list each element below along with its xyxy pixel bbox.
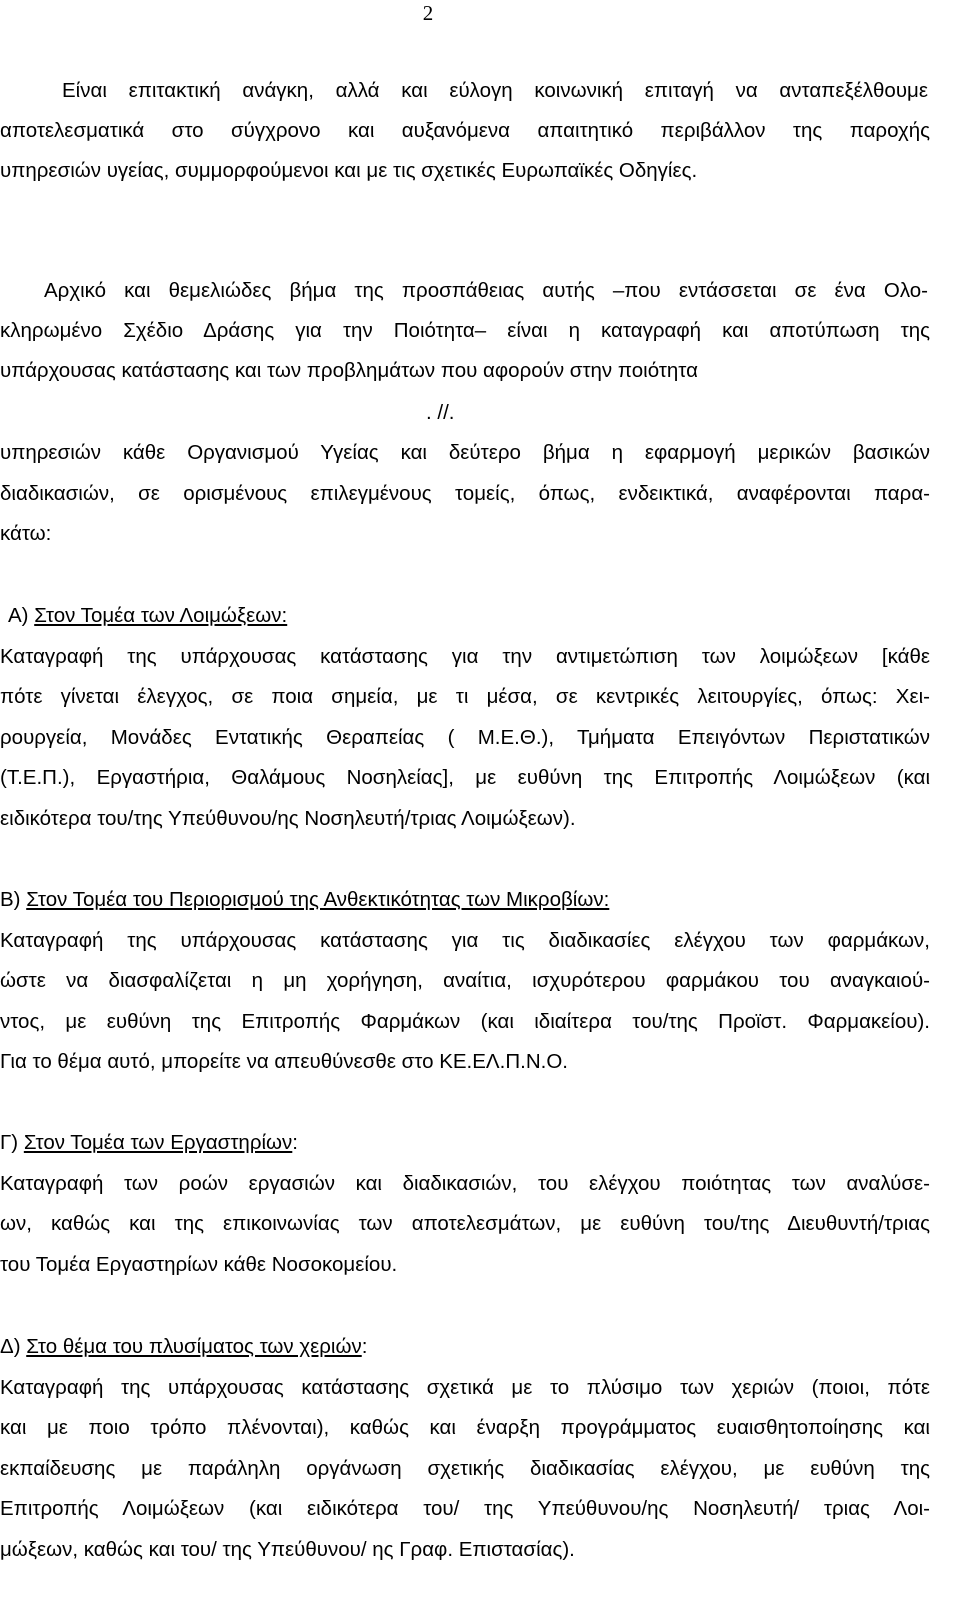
section-prefix: Β) xyxy=(0,888,27,911)
section-title: Στον Τομέα των Λοιμώξεων: xyxy=(34,604,288,627)
text-line: Καταγραφή των ροών εργασιών και διαδικασιών, του ελέγχου ποιότητας των αναλύσε- xyxy=(0,1172,930,1195)
text-line: και με ποιο τρόπο πλένονται), καθώς και έναρξη προγράμματος ευαισθητοποίησης και xyxy=(0,1416,930,1439)
text-line: διαδικασιών, σε ορισμένους επιλεγμένους τομείς, όπως, ενδεικτικά, αναφέρονται παρα- xyxy=(0,482,930,505)
text-line: υπηρεσιών υγείας, συμμορφούμενοι και με τις σχετικές Ευρωπαϊκές Οδηγίες. xyxy=(0,159,698,182)
text-line: (Τ.Ε.Π.), Εργαστήρια, Θαλάμους Νοσηλείας], με ευθύνη της Επιτροπής Λοιμώξεων (και xyxy=(0,766,930,789)
section-prefix: Γ) xyxy=(0,1131,24,1154)
text-line: Είναι επιτακτική ανάγκη, αλλά και εύλογη κοινωνική επιταγή να ανταπεξέλθουμε xyxy=(62,79,928,102)
text-line: ειδικότερα του/της Υπεύθυνου/ης Νοσηλευτή/τριας Λοιμώξεων). xyxy=(0,807,576,830)
text-line: ρουργεία, Μονάδες Εντατικής Θεραπείας ( Μ.Ε.Θ.), Τμήματα Επειγόντων Περιστατικών xyxy=(0,726,930,749)
section-suffix: : xyxy=(361,1335,368,1358)
page-number: 2 xyxy=(422,1,434,25)
text-line: μώξεων, καθώς και του/ της Υπεύθυνου/ ης Γραφ. Επιστασίας). xyxy=(0,1538,575,1561)
section-heading xyxy=(0,1334,930,1360)
section-heading xyxy=(0,887,930,913)
text-line: Για το θέμα αυτό, μπορείτε να απευθύνεσθε στο ΚΕ.ΕΛ.Π.Ν.Ο. xyxy=(0,1050,568,1073)
section-prefix: Α) xyxy=(8,604,35,627)
text-line: ώστε να διασφαλίζεται η μη χορήγηση, αναίτια, ισχυρότερου φαρμάκου του αναγκαιού- xyxy=(0,969,930,992)
section-title: Στο θέμα του πλυσίματος των χεριών xyxy=(26,1335,362,1358)
section-title: Στον Τομέα των Εργαστηρίων xyxy=(23,1131,293,1154)
text-line: Αρχικό και θεμελιώδες βήμα της προσπάθειας αυτής –που εντάσσεται σε ένα Ολο- xyxy=(44,279,928,302)
text-line: υπηρεσιών κάθε Οργανισμού Υγείας και δεύτερο βήμα η εφαρμογή μερικών βασικών xyxy=(0,441,930,464)
text-line: κάτω: xyxy=(0,522,52,545)
text-line: Καταγραφή της υπάρχουσας κατάστασης σχετικά με το πλύσιμο των χεριών (ποιοι, πότε xyxy=(0,1376,930,1399)
text-line: Καταγραφή της υπάρχουσας κατάστασης για την αντιμετώπιση των λοιμώξεων [κάθε xyxy=(0,645,930,668)
section-title: Στον Τομέα του Περιορισμού της Ανθεκτικότητας των Μικροβίων: xyxy=(26,888,610,911)
section-prefix: Δ) xyxy=(0,1335,27,1358)
text-line: Καταγραφή της υπάρχουσας κατάστασης για τις διαδικασίες ελέγχου των φαρμάκων, xyxy=(0,929,930,952)
section-heading xyxy=(0,1130,930,1156)
section-suffix: : xyxy=(292,1131,298,1154)
text-line: πότε γίνεται έλεγχος, σε ποια σημεία, με τι μέσα, σε κεντρικές λειτουργίες, όπως: Χει- xyxy=(0,685,930,708)
separator-mark: . //. xyxy=(426,401,455,424)
text-line: υπάρχουσας κατάστασης και των προβλημάτων που αφορούν στην ποιότητα xyxy=(0,359,698,382)
text-line: του Τομέα Εργαστηρίων κάθε Νοσοκομείου. xyxy=(0,1253,398,1276)
text-line: κληρωμένο Σχέδιο Δράσης για την Ποιότητα– είναι η καταγραφή και αποτύπωση της xyxy=(0,319,930,342)
text-line: ντος, με ευθύνη της Επιτροπής Φαρμάκων (και ιδιαίτερα του/της Προϊστ. Φαρμακείου). xyxy=(0,1010,930,1033)
text-line: ων, καθώς και της επικοινωνίας των αποτελεσμάτων, με ευθύνη του/της Διευθυντή/τριας xyxy=(0,1212,930,1235)
text-line: Επιτροπής Λοιμώξεων (και ειδικότερα του/ της Υπεύθυνου/ης Νοσηλευτή/ τριας Λοι- xyxy=(0,1497,930,1520)
section-heading xyxy=(8,603,938,629)
text-line: εκπαίδευσης με παράληλη οργάνωση σχετικής διαδικασίας ελέγχου, με ευθύνη της xyxy=(0,1457,930,1480)
text-line: αποτελεσματικά στο σύγχρονο και αυξανόμενα απαιτητικό περιβάλλον της παροχής xyxy=(0,119,930,142)
